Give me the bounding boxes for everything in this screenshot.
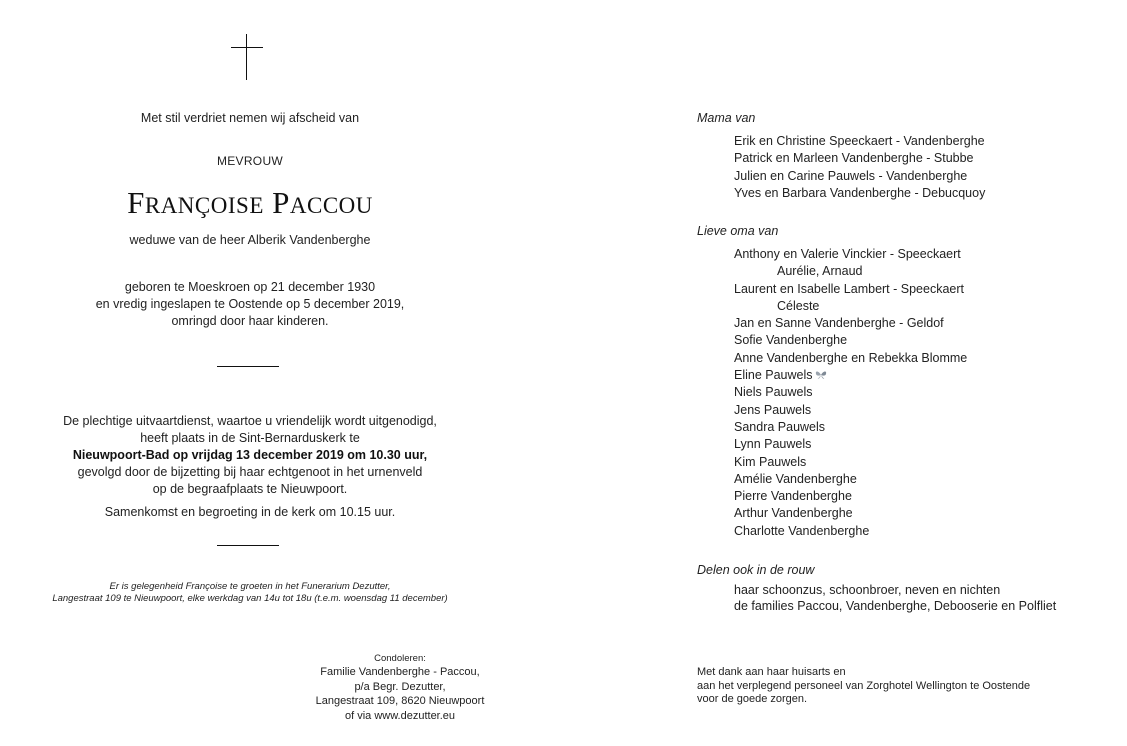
divider — [217, 545, 279, 546]
deceased-name — [0, 185, 500, 221]
cross-icon — [231, 34, 263, 80]
list-item-label: Eline Pauwels — [734, 368, 813, 383]
service-date-line: Nieuwpoort-Bad op vrijdag 13 december 2019 om 10.30 uur, — [72, 448, 428, 462]
list-item: Anne Vandenberghe en Rebekka Blomme — [734, 350, 968, 365]
list-item: Charlotte Vandenberghe — [734, 523, 870, 538]
condolences-line: Familie Vandenberghe - Paccou, — [320, 666, 480, 678]
list-item: de families Paccou, Vandenberghe, Debooserie en Polfliet — [734, 599, 1057, 613]
list-item: haar schoonzus, schoonbroer, neven en nichten — [734, 583, 1001, 597]
visitation-line: Langestraat 109 te Nieuwpoort, elke werkdag van 14u tot 18u (t.e.m. woensdag 11 december) — [52, 593, 448, 604]
list-item: Aurélie, Arnaud — [777, 264, 863, 279]
list-item: Jan en Sanne Vandenberghe - Geldof — [734, 316, 944, 331]
oma-list — [697, 246, 967, 540]
list-item: Arthur Vandenberghe — [734, 506, 853, 521]
thanks-line: Met dank aan haar huisarts en — [697, 666, 846, 678]
mama-heading: Mama van — [697, 111, 756, 125]
thanks-line: aan het verplegend personeel van Zorghotel Wellington te Oostende — [697, 679, 1031, 692]
deceased-last-name: PACCOU — [272, 185, 373, 220]
list-item — [697, 367, 967, 384]
service-line: heeft plaats in de Sint-Bernarduskerk te — [140, 431, 360, 445]
list-item: Sofie Vandenberghe — [734, 333, 848, 348]
gathering-line: Samenkomst en begroeting in de kerk om 10.15 uur. — [104, 505, 396, 519]
service-line: op de begraafplaats te Nieuwpoort. — [152, 482, 348, 496]
list-item: Laurent en Isabelle Lambert - Speeckaert — [734, 281, 964, 296]
divider — [217, 366, 279, 367]
visitation-line: Er is gelegenheid Françoise te groeten in het Funerarium Dezutter, — [109, 581, 391, 592]
service-line: De plechtige uitvaartdienst, waartoe u vriendelijk wordt uitgenodigd, — [63, 414, 437, 428]
list-item: Amélie Vandenberghe — [734, 471, 857, 486]
condolences-website: of via www.dezutter.eu — [344, 709, 456, 722]
butterfly-icon — [815, 370, 827, 380]
list-item: Pierre Vandenberghe — [734, 489, 852, 504]
list-item: Niels Pauwels — [734, 385, 813, 400]
list-item: Lynn Pauwels — [734, 437, 812, 452]
list-item: Anthony en Valerie Vinckier - Speeckaert — [734, 247, 961, 261]
list-item: Patrick en Marleen Vandenberghe - Stubbe — [734, 151, 974, 166]
condolences-line: p/a Begr. Dezutter, — [354, 680, 446, 693]
born-line: geboren te Moeskroen op 21 december 1930 — [124, 280, 376, 294]
visitation-block — [0, 581, 500, 605]
intro-text: Met stil verdriet nemen wij afscheid van — [140, 111, 360, 125]
list-item: Jens Pauwels — [734, 402, 812, 417]
condolences-block — [300, 653, 500, 723]
thanks-block — [697, 666, 1030, 707]
list-item: Julien en Carine Pauwels - Vandenberghe — [734, 168, 968, 183]
list-item: Erik en Christine Speeckaert - Vandenberghe — [734, 134, 985, 148]
condolences-address — [300, 665, 500, 723]
deceased-first-name: FRANÇOISE — [127, 185, 264, 220]
service-block — [0, 413, 500, 498]
mourn-heading: Delen ook in de rouw — [697, 563, 815, 577]
salutation: MEVROUW — [216, 154, 284, 168]
list-item: Sandra Pauwels — [734, 419, 826, 434]
surrounded-line: omringd door haar kinderen. — [171, 314, 329, 328]
list-item: Yves en Barbara Vandenberghe - Debucquoy — [734, 185, 986, 200]
oma-heading: Lieve oma van — [697, 224, 779, 238]
passed-line: en vredig ingeslapen te Oostende op 5 december 2019, — [95, 297, 405, 311]
list-item: Céleste — [777, 298, 820, 313]
mourn-list — [697, 582, 1056, 614]
birth-death-block — [0, 279, 500, 330]
condolences-line: Langestraat 109, 8620 Nieuwpoort — [315, 695, 485, 707]
thanks-line: voor de goede zorgen. — [697, 693, 808, 705]
widow-line: weduwe van de heer Alberik Vandenberghe — [129, 233, 371, 247]
condolences-label: Condoleren: — [374, 653, 426, 664]
list-item: Kim Pauwels — [734, 454, 807, 469]
mama-list — [697, 133, 985, 202]
service-line: gevolgd door de bijzetting bij haar echtgenoot in het urnenveld — [77, 465, 423, 479]
